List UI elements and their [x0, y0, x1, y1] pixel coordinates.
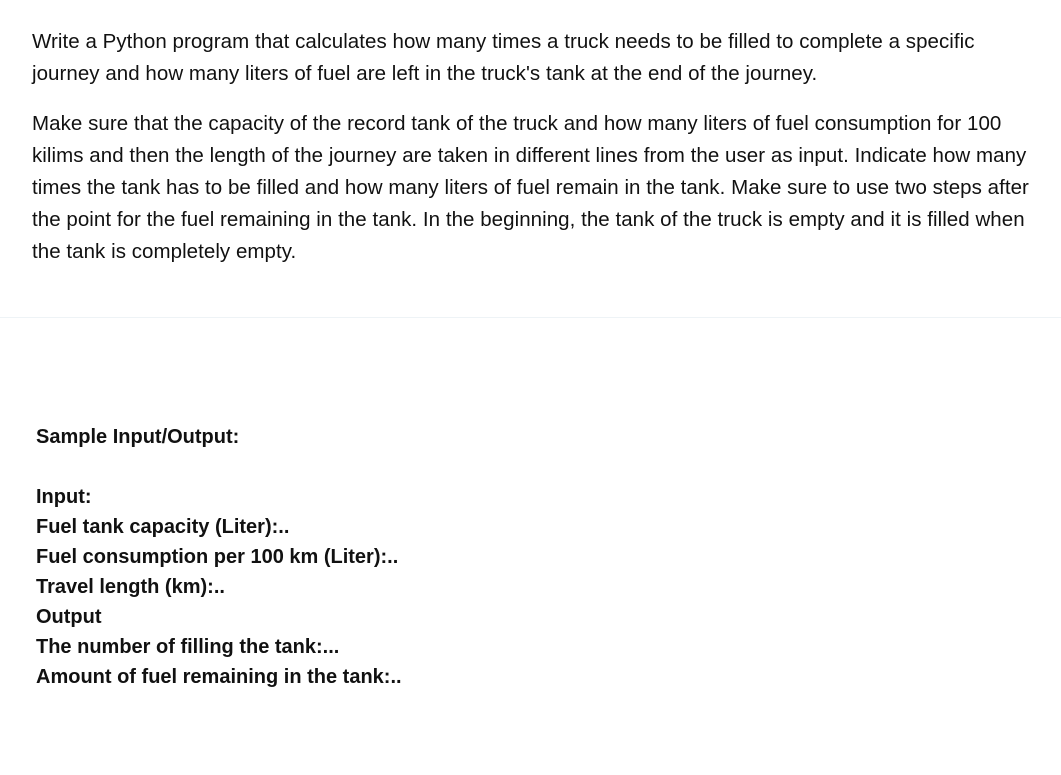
problem-statement	[32, 26, 1042, 268]
sample-io-section	[36, 422, 736, 692]
output-line-fuel-remaining: Amount of fuel remaining in the tank:..	[36, 666, 402, 688]
input-line-tank-capacity: Fuel tank capacity (Liter):..	[36, 516, 290, 538]
sample-io-heading: Sample Input/Output:	[36, 426, 240, 448]
output-line-fill-count: The number of filling the tank:...	[36, 636, 340, 658]
input-line-travel-length: Travel length (km):..	[36, 576, 225, 598]
section-divider	[0, 317, 1061, 318]
problem-paragraph-intro: Write a Python program that calculates how many times a truck needs to be filled to complete a specific journey and how many liters of fuel are left in the truck's tank at the end of the journey.	[32, 30, 975, 85]
input-label: Input:	[36, 486, 92, 508]
sample-io-lines	[36, 482, 736, 692]
problem-paragraph-details: Make sure that the capacity of the record tank of the truck and how many liters of fuel consumption for 100 kilims and then the length of the journey are taken in different lines from the user as input. Indicate how many times the tank has to be filled and how many liters of fuel remain in the tank. Make sure to use two steps after the point for the fuel remaining in the tank. In the beginning, the tank of the truck is empty and it is filled when the tank is completely empty.	[32, 112, 1029, 263]
output-label: Output	[36, 606, 102, 628]
input-line-fuel-consumption: Fuel consumption per 100 km (Liter):..	[36, 546, 399, 568]
